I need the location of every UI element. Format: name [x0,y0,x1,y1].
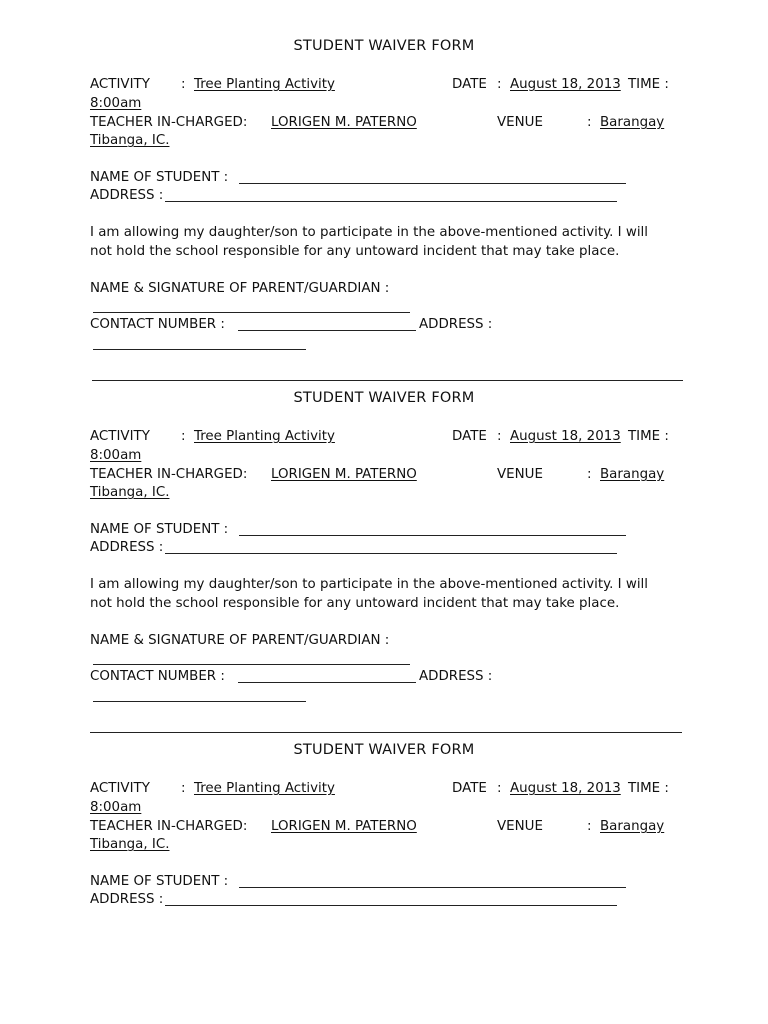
time-value: 8:00am [90,448,142,463]
venue-colon: : [587,467,592,482]
consent-text-line-1: I am allowing my daughter/son to participate in the above-mentioned activity. I will [90,577,648,592]
parent-signature-field[interactable] [93,651,410,665]
date-value: August 18, 2013 [510,77,621,92]
student-name-field[interactable] [239,874,626,888]
parent-address-field[interactable] [93,688,306,702]
activity-value: Tree Planting Activity [194,77,335,92]
activity-label: ACTIVITY [90,77,150,92]
teacher-value: LORIGEN M. PATERNO [271,819,417,834]
teacher-value: LORIGEN M. PATERNO [271,467,417,482]
venue-value: Barangay [600,819,665,834]
venue-value-cont: Tibanga, IC. [90,485,170,500]
venue-value-cont: Tibanga, IC. [90,133,170,148]
parent-signature-label: NAME & SIGNATURE OF PARENT/GUARDIAN : [90,281,390,296]
form-title: STUDENT WAIVER FORM [293,390,475,406]
address-label: ADDRESS : [90,540,164,555]
form-title: STUDENT WAIVER FORM [293,742,475,758]
teacher-label: TEACHER IN-CHARGED: [90,115,248,130]
activity-label: ACTIVITY [90,781,150,796]
teacher-label: TEACHER IN-CHARGED: [90,819,248,834]
parent-address-field[interactable] [93,336,306,350]
address-field[interactable] [165,540,617,554]
consent-text-line-2: not hold the school responsible for any untoward incident that may take place. [90,596,620,611]
parent-address-label: ADDRESS : [419,317,493,332]
time-value: 8:00am [90,96,142,111]
contact-number-label: CONTACT NUMBER : [90,669,225,684]
form-title: STUDENT WAIVER FORM [293,38,475,54]
activity-colon: : [181,77,186,92]
parent-signature-field[interactable] [93,299,410,313]
date-label: DATE [452,429,487,444]
date-value: August 18, 2013 [510,429,621,444]
date-label: DATE [452,781,487,796]
activity-colon: : [181,429,186,444]
consent-text-line-1: I am allowing my daughter/son to participate in the above-mentioned activity. I will [90,225,648,240]
activity-colon: : [181,781,186,796]
contact-number-field[interactable] [238,669,416,683]
parent-address-label: ADDRESS : [419,669,493,684]
address-field[interactable] [165,892,617,906]
activity-value: Tree Planting Activity [194,781,335,796]
time-label: TIME : [628,77,669,92]
cut-line-2 [90,732,682,733]
student-name-label: NAME OF STUDENT : [90,522,229,537]
venue-label: VENUE [497,467,543,482]
contact-number-field[interactable] [238,317,416,331]
venue-colon: : [587,115,592,130]
student-name-field[interactable] [239,170,626,184]
address-field[interactable] [165,188,617,202]
student-name-label: NAME OF STUDENT : [90,170,229,185]
date-colon: : [497,77,502,92]
contact-number-label: CONTACT NUMBER : [90,317,225,332]
student-name-field[interactable] [239,522,626,536]
activity-row [90,76,150,94]
time-label: TIME : [628,429,669,444]
date-colon: : [497,781,502,796]
time-value: 8:00am [90,800,142,815]
student-name-label: NAME OF STUDENT : [90,874,229,889]
venue-value-cont: Tibanga, IC. [90,837,170,852]
venue-value: Barangay [600,467,665,482]
venue-label: VENUE [497,819,543,834]
activity-value: Tree Planting Activity [194,429,335,444]
venue-colon: : [587,819,592,834]
cut-line-1 [92,380,683,381]
consent-text-line-2: not hold the school responsible for any untoward incident that may take place. [90,244,620,259]
date-label: DATE [452,77,487,92]
parent-signature-label: NAME & SIGNATURE OF PARENT/GUARDIAN : [90,633,390,648]
address-label: ADDRESS : [90,892,164,907]
teacher-value: LORIGEN M. PATERNO [271,115,417,130]
activity-label: ACTIVITY [90,429,150,444]
date-colon: : [497,429,502,444]
venue-label: VENUE [497,115,543,130]
venue-value: Barangay [600,115,665,130]
address-label: ADDRESS : [90,188,164,203]
teacher-label: TEACHER IN-CHARGED: [90,467,248,482]
date-value: August 18, 2013 [510,781,621,796]
time-label: TIME : [628,781,669,796]
